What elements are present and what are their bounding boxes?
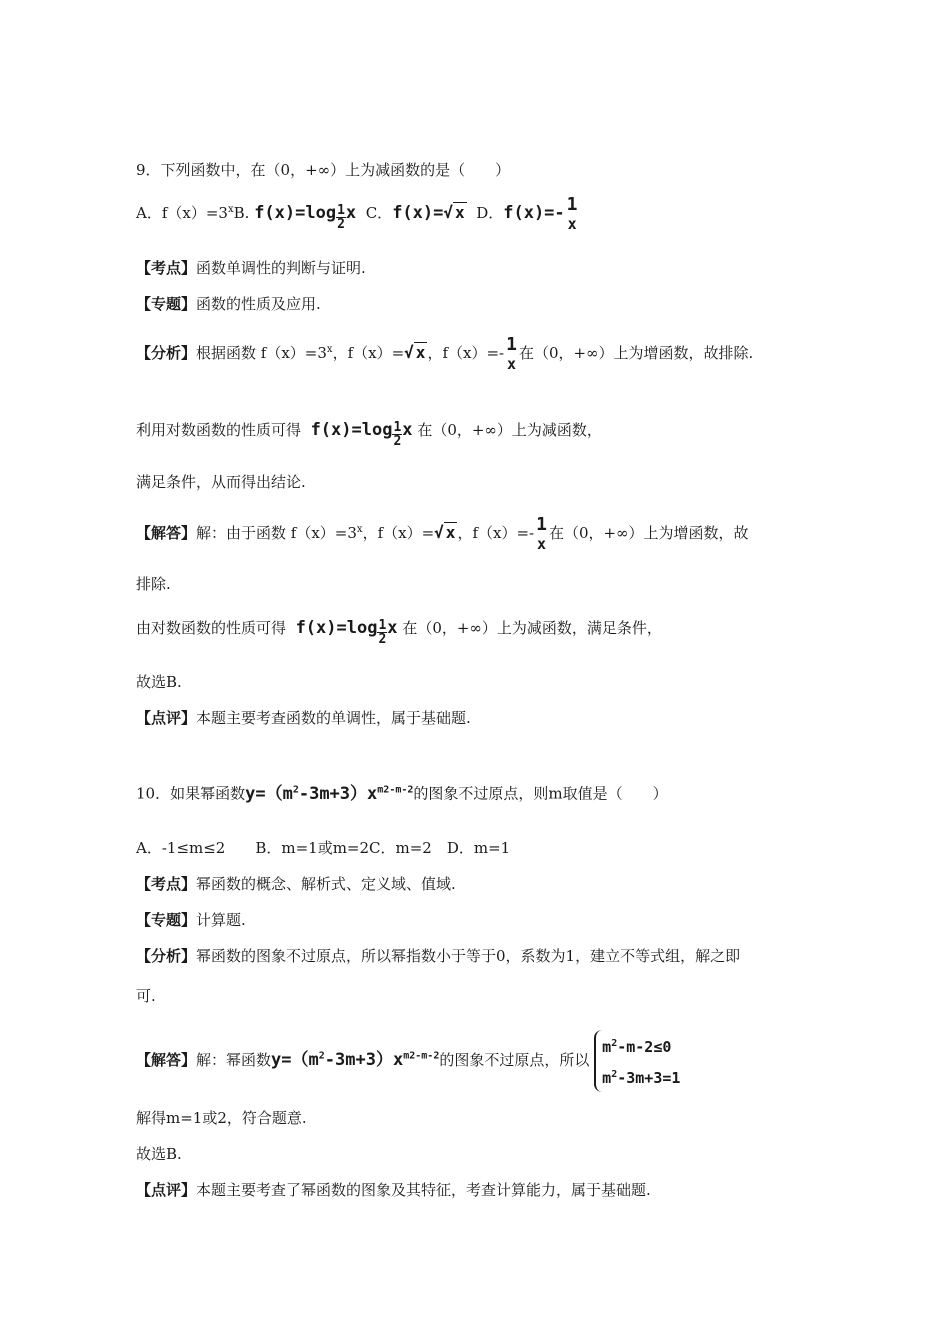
option-a: A．$f(x)=3^x$: [136, 204, 234, 222]
q9-jieda: 【解答】解：由于函数 $f(x)=3^x$，f（x）=√ x ，f（x）=- 1 x 在（0，+∞）上为增函数，故: [136, 514, 749, 553]
q10-fenxi: 【分析】幂函数的图象不过原点，所以幂指数小于等于0，系数为1，建立不等式组，解之即: [136, 947, 741, 965]
option-c: C．f(x)=√ x: [365, 203, 465, 223]
q9-zhuanti: 【专题】函数的性质及应用.: [136, 295, 321, 313]
q9-kaodian: 【考点】函数单调性的判断与证明.: [136, 259, 366, 277]
q10-solution: 解得m=1或2，符合题意.: [136, 1109, 307, 1127]
option-d: D．f(x)=- 1 x: [476, 194, 578, 233]
q9-fenxi-log: 利用对数函数的性质可得 f(x)=log $\frac{1}{2}$ x 在（0，+∞）上为减函数，: [136, 420, 602, 449]
q9-options: [136, 196, 890, 232]
inequality-system: $m^2-m-2\le 0$ $m^2-3m+3=1$: [594, 1030, 680, 1092]
q10-kaodian: 【考点】幂函数的概念、解析式、定义域、值域.: [136, 875, 456, 893]
q9-fenxi-end: 满足条件，从而得出结论.: [136, 473, 306, 491]
q9-jieda-log: 由对数函数的性质可得 f(x)=log $\frac{1}{2}$ x 在（0，+∞）上为减函数，满足条件，: [136, 618, 662, 647]
q10-dianping: 【点评】本题主要考查了幂函数的图象及其特征，考查计算能力，属于基础题.: [136, 1181, 651, 1199]
q10-answer: 故选B.: [136, 1145, 182, 1163]
q10-stem: 10．如果幂函数$y=(m^2-3m+3)x^{m2-m-2}$的图象不过原点，则m取值是（ ）: [136, 783, 668, 804]
q10-fenxi-cont: 可.: [136, 987, 156, 1005]
q9-jieda-cont: 排除.: [136, 575, 171, 593]
q10-jieda: 【解答】解：幂函数$y=(m^2-3m+3)x^{m2-m-2}$的图象不过原点，所以 $m^2-m-2\le 0$ $m^2-3m+3=1$: [136, 1030, 890, 1090]
q10-options: A．-1≤m≤2 B．m=1或m=2C．m=2 D．m=1: [136, 839, 511, 857]
q9-fenxi: 【分析】根据函数 $f(x)=3^x$，f（x）=√ x ，f（x）=- 1 x 在（0，+∞）上为增函数，故排除.: [136, 334, 754, 373]
q9-stem: 9．下列函数中，在（0，+∞）上为减函数的是（ ）: [136, 161, 511, 179]
q9-dianping: 【点评】本题主要考查函数的单调性，属于基础题.: [136, 709, 471, 727]
q10-zhuanti: 【专题】计算题.: [136, 911, 246, 929]
q9-answer: 故选B.: [136, 673, 182, 691]
option-b: B. f(x)=log $\frac{1}{2}$ x: [233, 203, 357, 232]
